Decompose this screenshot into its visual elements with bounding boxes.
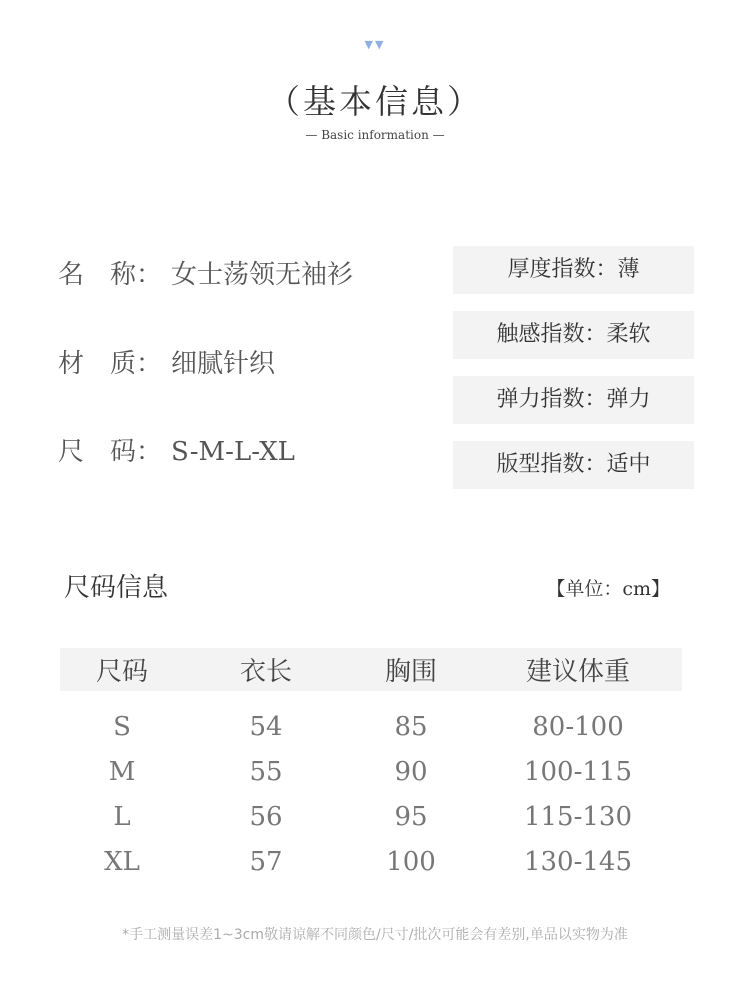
info-label: 名 称： (58, 260, 163, 290)
table-row (60, 749, 682, 794)
table-row (60, 839, 682, 884)
table-cell: L (113, 801, 131, 832)
info-value: 细腻针织 (171, 349, 276, 379)
table-header (60, 648, 682, 691)
table-cell: 130-145 (523, 846, 633, 877)
table-cell: XL (104, 846, 140, 877)
table-row (60, 794, 682, 839)
info-label: 材 质： (58, 349, 163, 379)
table-row (60, 704, 682, 749)
table-cell: 56 (249, 801, 283, 832)
table-cell: 80-100 (532, 711, 624, 742)
index-elasticity: 弹力指数：弹力 (453, 376, 694, 424)
table-cell: 115-130 (523, 801, 633, 832)
info-value: 女士荡领无袖衫 (171, 260, 354, 290)
header-cell: 尺码 (95, 657, 148, 687)
table-cell: S (113, 711, 131, 742)
index-touch: 触感指数：柔软 (453, 311, 694, 359)
index-thickness: 厚度指数：薄 (453, 246, 694, 294)
info-value: S-M-L-XL (171, 437, 295, 467)
size-section-title: 尺码信息 (64, 573, 169, 603)
table-cell: 54 (249, 711, 283, 742)
table-cell: 95 (394, 801, 428, 832)
size-table (60, 648, 682, 884)
info-row-material (58, 343, 275, 380)
index-fit: 版型指数：适中 (453, 441, 694, 489)
table-cell: 55 (249, 756, 283, 787)
header-cell: 建议体重 (525, 657, 630, 687)
table-cell: 90 (394, 756, 428, 787)
info-label: 尺 码： (58, 437, 163, 467)
page-title: （基本信息） (267, 82, 483, 121)
page-subtitle: — Basic information — (305, 128, 445, 142)
decor-arrows-icon: ▼▼ (364, 38, 386, 51)
info-row-size (58, 431, 295, 468)
table-cell: 100-115 (523, 756, 633, 787)
table-cell: M (108, 756, 136, 787)
header-cell: 衣长 (239, 657, 292, 687)
table-cell: 57 (249, 846, 283, 877)
header-cell: 胸围 (384, 657, 437, 687)
unit-label: 【单位：cm】 (546, 578, 670, 600)
info-row-name (58, 254, 353, 291)
disclaimer-note: *手工测量误差1~3cm敬请谅解不同颜色/尺寸/批次可能会有差别,单品以实物为准 (122, 927, 628, 943)
table-cell: 100 (386, 846, 436, 877)
table-cell: 85 (394, 711, 428, 742)
